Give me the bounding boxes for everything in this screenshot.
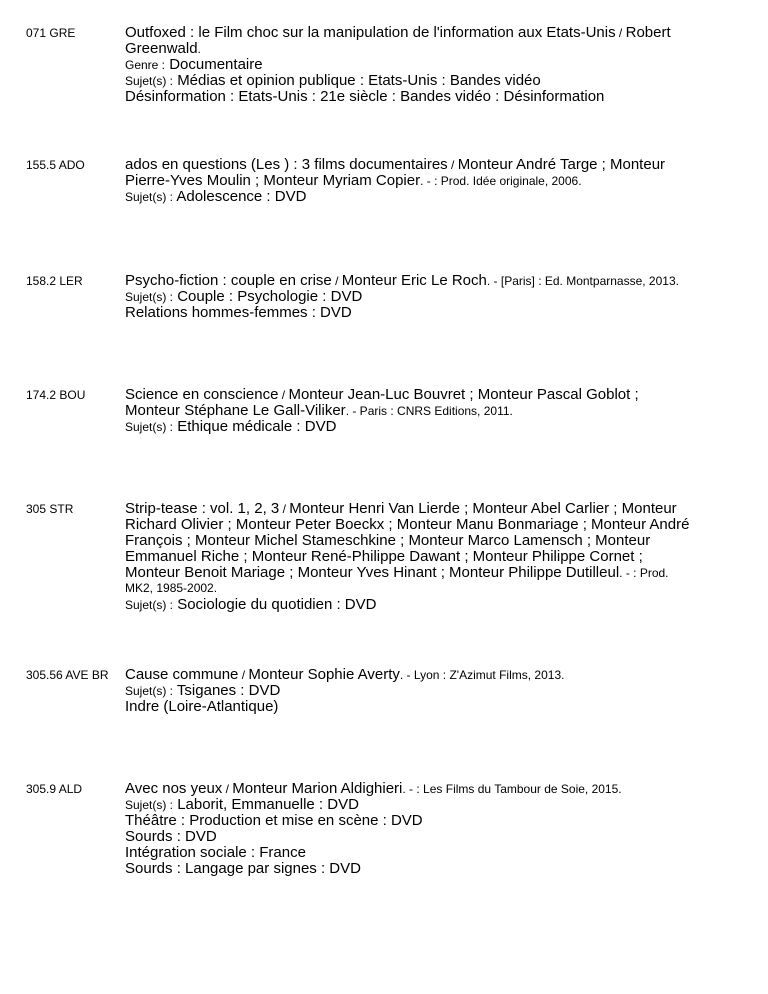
title-line	[125, 387, 725, 403]
title-line	[125, 173, 725, 189]
record-body	[125, 387, 725, 435]
title: Cause commune	[125, 666, 239, 683]
title: Outfoxed : le Film choc sur la manipulation de l'information aux Etats-Unis	[125, 24, 616, 41]
record-body	[125, 781, 725, 877]
subject-label: Sujet(s) :	[125, 290, 174, 304]
subject: Tsiganes : DVD	[176, 682, 281, 699]
publication: . - : Prod.	[619, 566, 669, 580]
publication: . - : Prod. Idée originale, 2006.	[420, 174, 582, 188]
author-line: Emmanuel Riche ; Monteur René-Philippe Dawant ; Monteur Philippe Cornet ;	[125, 548, 643, 565]
subject-label: Sujet(s) :	[125, 190, 174, 204]
separator: /	[278, 388, 289, 402]
subject-line	[125, 419, 725, 435]
separator: /	[279, 502, 290, 516]
author: Monteur Henri Van Lierde ; Monteur Abel Carlier ; Monteur	[289, 500, 677, 517]
title: Strip-tease : vol. 1, 2, 3	[125, 500, 280, 517]
author-line: Richard Olivier ; Monteur Peter Boeckx ; Monteur Manu Bonmariage ; Monteur André	[125, 516, 690, 533]
subject-line	[125, 797, 725, 813]
record-body	[125, 501, 725, 613]
subject-line: Intégration sociale : France	[125, 844, 306, 861]
subject: Couple : Psychologie : DVD	[177, 288, 363, 305]
title: Psycho-fiction : couple en crise	[125, 272, 332, 289]
title: ados en questions (Les ) : 3 films documentaires	[125, 156, 448, 173]
call-number: 305 STR	[26, 502, 74, 516]
title: Science en conscience	[125, 386, 279, 403]
title-line	[125, 25, 725, 41]
author: Greenwald	[125, 40, 198, 57]
record-body	[125, 273, 725, 321]
subject: Laborit, Emmanuelle : DVD	[177, 796, 359, 813]
call-number: 305.9 ALD	[26, 782, 83, 796]
call-number: 305.56 AVE BR	[26, 668, 109, 682]
subject-label: Sujet(s) :	[125, 598, 174, 612]
separator: /	[238, 668, 249, 682]
record-body	[125, 25, 725, 105]
call-number: 071 GRE	[26, 26, 76, 40]
subject-line	[125, 683, 725, 699]
author: Pierre-Yves Moulin ; Monteur Myriam Copier	[125, 172, 421, 189]
subject-line: Théâtre : Production et mise en scène : DVD	[125, 812, 423, 829]
separator: /	[447, 158, 458, 172]
genre-label: Genre :	[125, 58, 166, 72]
subject-label: Sujet(s) :	[125, 420, 174, 434]
punct: .	[197, 42, 201, 56]
separator: /	[331, 274, 342, 288]
subject-label: Sujet(s) :	[125, 684, 174, 698]
author: Monteur Stéphane Le Gall-Viliker	[125, 402, 346, 419]
subject-line: Sourds : Langage par signes : DVD	[125, 860, 361, 877]
subject: Sociologie du quotidien : DVD	[177, 596, 377, 613]
author-line	[125, 565, 725, 581]
author-line: François ; Monteur Michel Stameschkine ; Monteur Marco Lamensch ; Monteur	[125, 532, 651, 549]
author: Monteur Sophie Averty	[248, 666, 400, 683]
call-number: 158.2 LER	[26, 274, 83, 288]
author: Monteur André Targe ; Monteur	[457, 156, 666, 173]
publication-line: MK2, 1985-2002.	[125, 581, 218, 595]
author: Robert	[625, 24, 671, 41]
title-line	[125, 403, 725, 419]
subject-label: Sujet(s) :	[125, 74, 174, 88]
title-line	[125, 157, 725, 173]
subject-line: Sourds : DVD	[125, 828, 217, 845]
title-line	[125, 273, 725, 289]
subject: Médias et opinion publique : Etats-Unis : Bandes vidéo	[177, 72, 541, 89]
title-line	[125, 781, 725, 797]
title-line	[125, 667, 725, 683]
genre-line	[125, 57, 725, 73]
genre-value: Documentaire	[169, 56, 263, 73]
publication: . - Lyon : Z'Azimut Films, 2013.	[399, 668, 565, 682]
subject-line	[125, 189, 725, 205]
publication: . - [Paris] : Ed. Montparnasse, 2013.	[486, 274, 679, 288]
title-line	[125, 41, 725, 57]
author: Monteur Jean-Luc Bouvret ; Monteur Pascal Goblot ;	[288, 386, 639, 403]
subject: Adolescence : DVD	[176, 188, 307, 205]
subject-line: Indre (Loire-Atlantique)	[125, 698, 279, 715]
title-line	[125, 501, 725, 517]
subject-line: Désinformation : Etats-Unis : 21e siècle : Bandes vidéo : Désinformation	[125, 88, 605, 105]
subject-line	[125, 597, 725, 613]
call-number: 155.5 ADO	[26, 158, 85, 172]
subject: Ethique médicale : DVD	[177, 418, 337, 435]
subject-line	[125, 289, 725, 305]
title: Avec nos yeux	[125, 780, 223, 797]
record-body	[125, 157, 725, 205]
author: Monteur Marion Aldighieri	[232, 780, 403, 797]
subject-line	[125, 73, 725, 89]
subject-label: Sujet(s) :	[125, 798, 174, 812]
call-number: 174.2 BOU	[26, 388, 86, 402]
record-body	[125, 667, 725, 715]
author: Monteur Benoit Mariage ; Monteur Yves Hinant ; Monteur Philippe Dutilleul	[125, 564, 620, 581]
publication: . - : Les Films du Tambour de Soie, 2015.	[402, 782, 622, 796]
subject-line: Relations hommes-femmes : DVD	[125, 304, 352, 321]
separator: /	[615, 26, 626, 40]
publication: . - Paris : CNRS Editions, 2011.	[345, 404, 513, 418]
author: Monteur Eric Le Roch	[341, 272, 487, 289]
separator: /	[222, 782, 233, 796]
